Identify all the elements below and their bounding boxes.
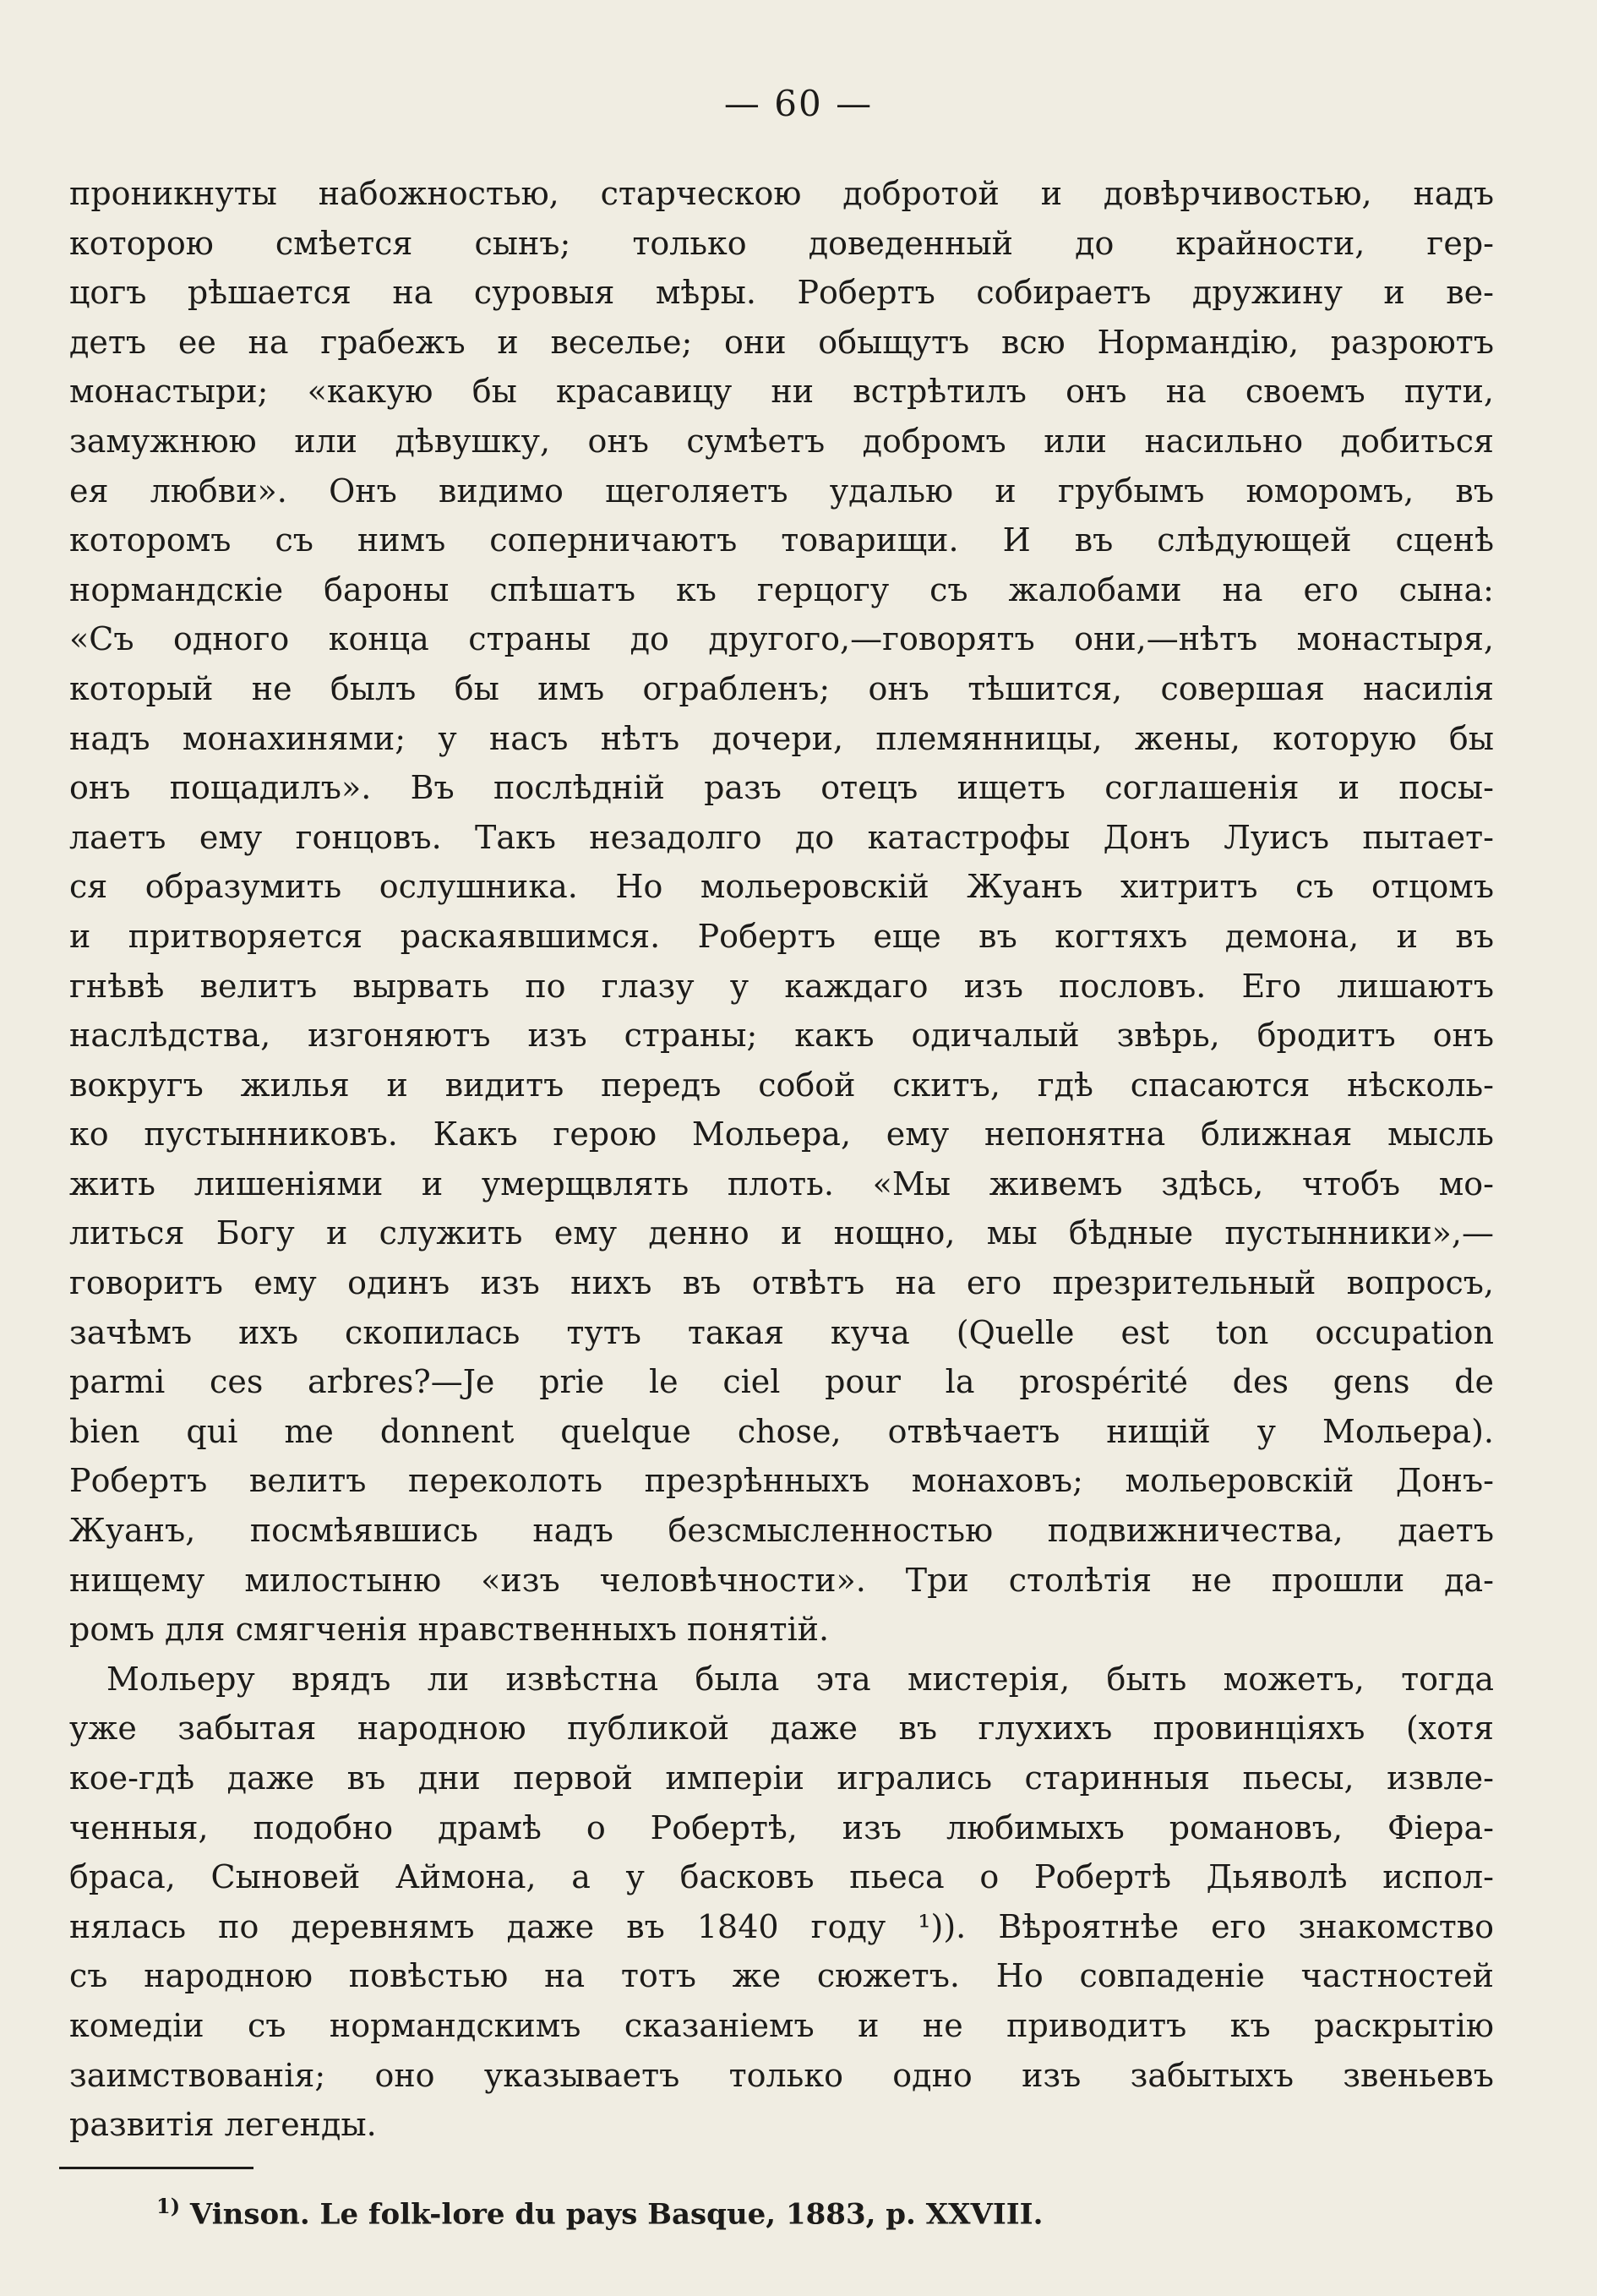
text-line: жить лишеніями и умерщвлять плоть. «Мы живемъ здѣсь, чтобъ мо-: [69, 1164, 1494, 1203]
text-line: ченныя, подобно драмѣ о Робертѣ, изъ любимыхъ романовъ, Фіера-: [69, 1808, 1494, 1846]
footnote-marker: 1): [156, 2194, 181, 2218]
text-line: ромъ для смягченія нравственныхъ понятій.: [69, 1611, 830, 1649]
text-line: которою смѣется сынъ; только доведенный до крайности, гер-: [69, 224, 1494, 262]
text-line: говоритъ ему одинъ изъ нихъ въ отвѣтъ на его презрительный вопросъ,: [69, 1264, 1494, 1302]
text-line: цогъ рѣшается на суровыя мѣры. Робертъ собираетъ дружину и ве-: [69, 274, 1494, 312]
text-line: ея любви». Онъ видимо щеголяетъ удалью и грубымъ юморомъ, въ: [69, 472, 1494, 510]
text-line: наслѣдства, изгоняютъ изъ страны; какъ одичалый звѣрь, бродитъ онъ: [69, 1017, 1494, 1055]
text-line: замужнюю или дѣвушку, онъ сумѣетъ добромъ или насильно добиться: [69, 422, 1494, 460]
text-line: браса, Сыновей Аймона, а у басковъ пьеса о Робертѣ Дьяволѣ испол-: [69, 1858, 1494, 1896]
text-line: литься Богу и служить ему денно и нощно, мы бѣдные пустынники»,—: [69, 1214, 1494, 1252]
text-line: проникнуты набожностью, старческою добротой и довѣрчивостью, надъ: [69, 175, 1494, 212]
text-line: Мольеру врядъ ли извѣстна была эта мистерія, быть можетъ, тогда: [106, 1660, 1494, 1698]
text-line: развитія легенды.: [69, 2106, 377, 2144]
text-line: который не былъ бы имъ ограбленъ; онъ тѣшится, совершая насилія: [69, 669, 1494, 707]
text-line: вокругъ жилья и видитъ передъ собой скитъ, гдѣ спасаются нѣсколь-: [69, 1066, 1494, 1104]
text-line: parmi ces arbres?—Je prie le ciel pour la prospérité des gens de: [69, 1363, 1494, 1401]
text-line: детъ ее на грабежъ и веселье; они обыщутъ всю Нормандію, разроютъ: [69, 323, 1494, 361]
text-line: кое-гдѣ даже въ дни первой имперіи игрались старинныя пьесы, извле-: [69, 1759, 1494, 1797]
text-line: Робертъ велитъ переколоть презрѣнныхъ монаховъ; мольеровскій Донъ-: [69, 1462, 1494, 1500]
text-line: лаетъ ему гонцовъ. Такъ незадолго до катастрофы Донъ Луисъ пытает-: [69, 818, 1494, 856]
text-line: уже забытая народною публикой даже въ глухихъ провинціяхъ (хотя: [69, 1710, 1494, 1748]
text-line: Жуанъ, посмѣявшись надъ безсмысленностью подвижничества, даетъ: [69, 1512, 1494, 1550]
page-number: — 60 —: [723, 83, 874, 124]
text-line: надъ монахинями; у насъ нѣтъ дочери, племянницы, жены, которую бы: [69, 719, 1494, 757]
text-line: заимствованія; оно указываетъ только одно изъ забытыхъ звеньевъ: [69, 2056, 1494, 2094]
text-line: нищему милостыню «изъ человѣчности». Три столѣтія не прошли да-: [69, 1561, 1494, 1599]
paragraph-2: [69, 1655, 1494, 2150]
text-line: которомъ съ нимъ соперничаютъ товарищи. И въ слѣдующей сценѣ: [69, 521, 1494, 559]
text-line: монастыри; «какую бы красавицу ни встрѣтилъ онъ на своемъ пути,: [69, 373, 1494, 411]
paragraph-1: [69, 169, 1494, 1655]
footnote-text: Vinson. Le folk-lore du pays Basque, 1883, p. XXVIII.: [189, 2197, 1044, 2232]
footnote: [156, 2194, 1043, 2231]
text-line: нялась по деревнямъ даже въ 1840 году ¹)). Вѣроятнѣе его знакомство: [69, 1907, 1494, 1945]
body-text: [69, 169, 1494, 2150]
text-line: съ народною повѣстью на тотъ же сюжетъ. Но совпаденіе частностей: [69, 1957, 1494, 1995]
text-line: и притворяется раскаявшимся. Робертъ еще въ когтяхъ демона, и въ: [69, 917, 1494, 955]
text-line: зачѣмъ ихъ скопилась тутъ такая куча (Quelle est ton occupation: [69, 1313, 1494, 1351]
text-line: ся образумить ослушника. Но мольеровскій Жуанъ хитритъ съ отцомъ: [69, 868, 1494, 906]
text-line: нормандскіе бароны спѣшатъ къ герцогу съ жалобами на его сына:: [69, 570, 1494, 608]
text-line: онъ пощадилъ». Въ послѣдній разъ отецъ ищетъ соглашенія и посы-: [69, 769, 1494, 807]
text-line: bien qui me donnent quelque chose, отвѣчаетъ нищій у Мольера).: [69, 1412, 1494, 1450]
text-line: комедіи съ нормандскимъ сказаніемъ и не приводитъ къ раскрытію: [69, 2006, 1494, 2044]
text-line: гнѣвѣ велитъ вырвать по глазу у каждаго изъ пословъ. Его лишаютъ: [69, 967, 1494, 1005]
text-line: ко пустынниковъ. Какъ герою Мольера, ему непонятна ближная мысль: [69, 1115, 1494, 1153]
footnote-divider: [59, 2167, 253, 2169]
text-line: «Съ одного конца страны до другого,—говорятъ они,—нѣтъ монастыря,: [69, 620, 1494, 658]
